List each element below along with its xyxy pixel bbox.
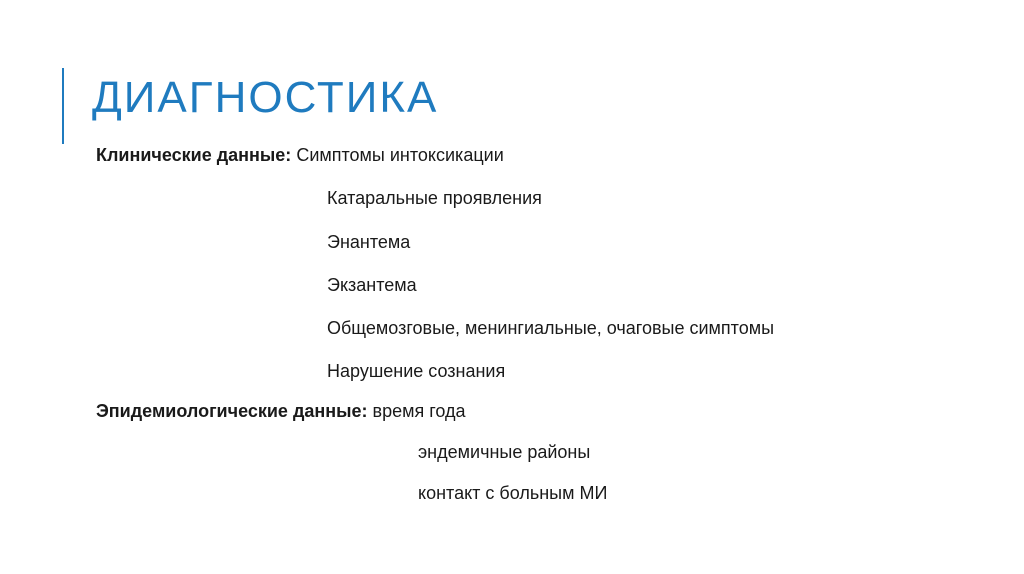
epidemiological-heading: Эпидемиологические данные:: [96, 401, 368, 421]
clinical-item: Катаральные проявления: [327, 188, 542, 208]
epidemiological-item: контакт с больным МИ: [418, 483, 608, 503]
clinical-item: Общемозговые, менингиальные, очаговые симптомы: [327, 318, 775, 338]
clinical-item: Нарушение сознания: [327, 361, 506, 381]
title-accent-bar: [62, 68, 64, 144]
clinical-heading: Клинические данные:: [96, 145, 292, 165]
clinical-line-1: [96, 145, 504, 167]
epidemiological-item: время года: [372, 401, 466, 421]
epidemiological-item: эндемичные районы: [418, 442, 591, 462]
clinical-item: Энантема: [327, 232, 411, 252]
epidemiological-line-1: [96, 401, 466, 423]
slide-title: ДИАГНОСТИКА: [92, 73, 439, 122]
clinical-item: Симптомы интоксикации: [296, 145, 504, 165]
clinical-item: Экзантема: [327, 275, 417, 295]
